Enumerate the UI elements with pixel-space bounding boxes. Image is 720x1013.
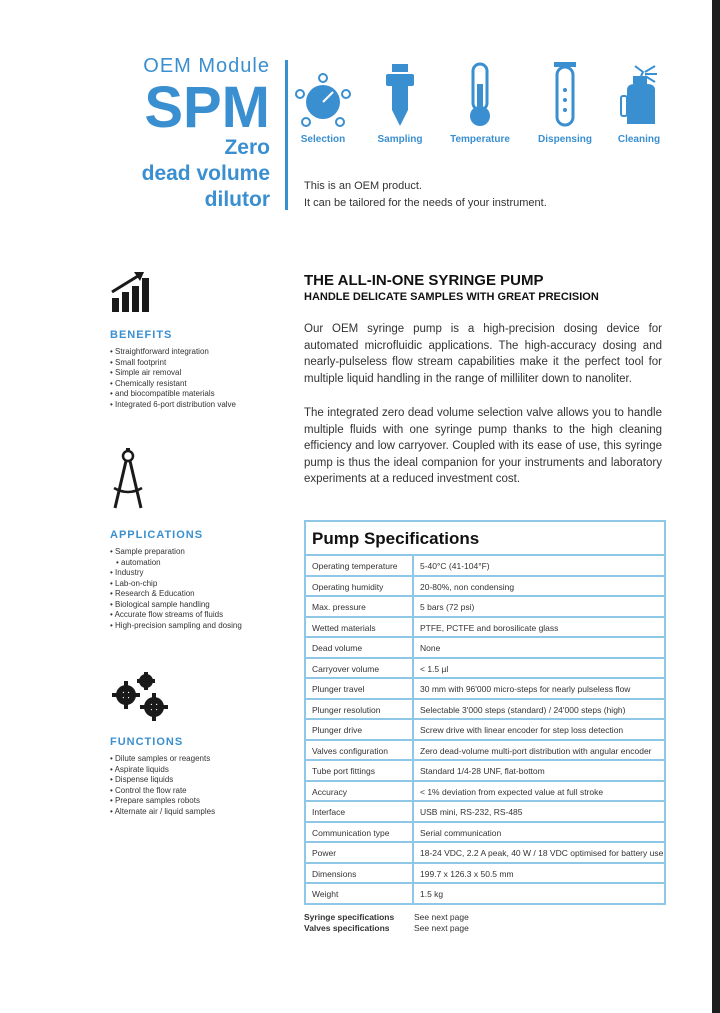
feature-label: Dispensing [538,134,592,145]
spec-key: Power [306,843,414,862]
feature-label: Sampling [377,134,423,145]
spec-value: Standard 1/4-28 UNF, flat-bottom [420,766,545,776]
feature-label: Cleaning [617,134,661,145]
table-row [306,884,664,903]
footer-value: See next page [414,923,469,933]
table-row [306,659,664,680]
sampling-icon [370,60,430,130]
table-row [306,761,664,782]
footer-value: See next page [414,912,469,922]
footer-key: Syringe specifications [304,912,395,922]
spec-value: < 1% deviation from expected value at full stroke [420,786,604,797]
compass-icon [110,448,150,514]
intro-paragraph-2: The integrated zero dead volume selection valve allows you to handle multiple fluids with one syringe pump thanks to the high cleaning efficiency and low carryover. Coupled with its ease of use, this syringe pump is thus the ideal companion for your instruments and laboratory experiments at a reduced investment cost. [304,407,662,485]
growth-chart-icon [110,270,156,314]
table-row [306,782,664,803]
spec-key: Max. pressure [306,597,414,616]
list-item: • Accurate flow streams of fluids [110,610,275,621]
feature-dispensing [530,60,600,145]
list-item: • Chemically resistant [110,379,275,390]
gears-icon [110,671,170,721]
spec-value: PTFE, PCTFE and borosilicate glass [420,622,559,633]
list-item: • Integrated 6-port distribution valve [110,400,275,411]
spec-key: Plunger travel [306,679,414,698]
test-tube-icon [535,60,595,130]
spec-title: Pump Specifications [306,522,664,556]
spec-value: Zero dead-volume multi-port distribution with angular encoder [420,745,652,756]
pump-specifications-table [304,520,666,905]
list-item: • and biocompatible materials [110,389,275,400]
table-row [306,802,664,823]
feature-cleaning [604,60,674,145]
notice-line-1: This is an OEM product. [304,180,422,192]
list-item: • Dilute samples or reagents [110,754,275,765]
table-row [306,741,664,762]
subtitle-line-1: Zero [224,136,270,159]
spec-value: < 1.5 µl [420,663,449,674]
list-item: • Research & Education [110,589,275,600]
table-row [306,618,664,639]
spec-value: 199.7 x 126.3 x 50.5 mm [420,868,514,879]
feature-icons [300,60,670,160]
spec-value: Selectable 3'000 steps (standard) / 24'000 steps (high) [420,704,626,715]
main-subtitle: HANDLE DELICATE SAMPLES WITH GREAT PRECISION [304,291,599,303]
table-row [306,720,664,741]
list-item: • Prepare samples robots [110,796,275,807]
spec-value: Serial communication [420,827,502,838]
thermometer-icon [450,60,510,130]
feature-label: Selection [300,134,346,145]
subtitle-line-2: dead volume [141,162,270,185]
table-row [306,864,664,885]
notice-line-2: It can be tailored for the needs of your instrument. [304,197,547,209]
list-item: • Simple air removal [110,368,275,379]
table-row [306,597,664,618]
list-item: • automation [110,558,275,569]
spec-key: Plunger drive [306,720,414,739]
list-item: • High-precision sampling and dosing [110,621,275,632]
spec-key: Plunger resolution [306,700,414,719]
list-item: • Alternate air / liquid samples [110,807,275,818]
spec-value: 1.5 kg [420,889,444,899]
spec-key: Weight [306,884,414,903]
footer-row [304,912,469,923]
spec-key: Wetted materials [306,618,414,637]
spec-key: Valves configuration [306,741,414,760]
functions-list [110,754,275,817]
spec-key: Tube port fittings [306,761,414,780]
spec-rows [306,556,664,903]
benefits-title: BENEFITS [110,329,173,341]
main-content [304,272,662,499]
table-row [306,638,664,659]
spec-key: Communication type [306,823,414,842]
oem-notice [304,178,547,212]
spec-value: USB mini, RS-232, RS-485 [420,807,523,817]
functions-title: FUNCTIONS [110,736,184,748]
list-item: • Small footprint [110,358,275,369]
main-title: THE ALL-IN-ONE SYRINGE PUMP [304,272,544,289]
product-heading [100,55,270,212]
table-row [306,700,664,721]
benefits-section-icon [110,270,275,319]
applications-list [110,547,275,631]
list-item: • Industry [110,568,275,579]
benefits-list [110,347,275,410]
spec-value: Screw drive with linear encoder for step loss detection [420,725,624,735]
list-item: • Lab-on-chip [110,579,275,590]
footer-key: Valves specifications [304,923,390,933]
feature-selection [288,60,358,145]
feature-temperature [445,60,515,145]
table-row [306,843,664,864]
selection-valve-icon [293,60,353,130]
footer-row [304,923,469,934]
subtitle-line-3: dilutor [204,188,270,211]
spec-key: Operating temperature [306,556,414,575]
table-row [306,679,664,700]
spec-key: Dimensions [306,864,414,883]
list-item: • Dispense liquids [110,775,275,786]
spec-key: Carryover volume [306,659,414,678]
footer-notes [304,912,469,934]
page-edge [712,0,720,1013]
spec-value: 5 bars (72 psi) [420,602,475,612]
spec-key: Interface [306,802,414,821]
cleaning-bottle-icon [609,60,669,130]
intro-paragraph-1: Our OEM syringe pump is a high-precision dosing device for automated microfluidic applications. The high-accuracy dosing and nearly-pulseless flow stream capabilities make it the perfect tool for multiple liquid handling in the range of milliliter down to nanoliter. [304,323,662,385]
list-item: • Straightforward integration [110,347,275,358]
functions-section-icon [110,671,275,726]
table-row [306,577,664,598]
spec-value: 30 mm with 96'000 micro-steps for nearly pulseless flow [420,684,631,694]
spec-key: Dead volume [306,638,414,657]
model-name: SPM [144,75,270,140]
feature-sampling [365,60,435,145]
spec-key: Accuracy [306,782,414,801]
table-row [306,556,664,577]
applications-title: APPLICATIONS [110,529,204,541]
applications-section-icon [110,448,275,519]
list-item: • Biological sample handling [110,600,275,611]
list-item: • Control the flow rate [110,786,275,797]
sidebar [110,270,275,817]
spec-value: None [420,643,441,653]
feature-label: Temperature [450,134,510,145]
table-row [306,823,664,844]
spec-value: 5-40°C (41-104°F) [420,561,490,571]
list-item: • Sample preparation [110,547,275,558]
spec-value: 18-24 VDC, 2.2 A peak, 40 W / 18 VDC optimised for battery use [420,848,664,858]
list-item: • Aspirate liquids [110,765,275,776]
oem-label: OEM Module [143,55,270,77]
spec-value: 20-80%, non condensing [420,581,515,592]
spec-key: Operating humidity [306,577,414,596]
